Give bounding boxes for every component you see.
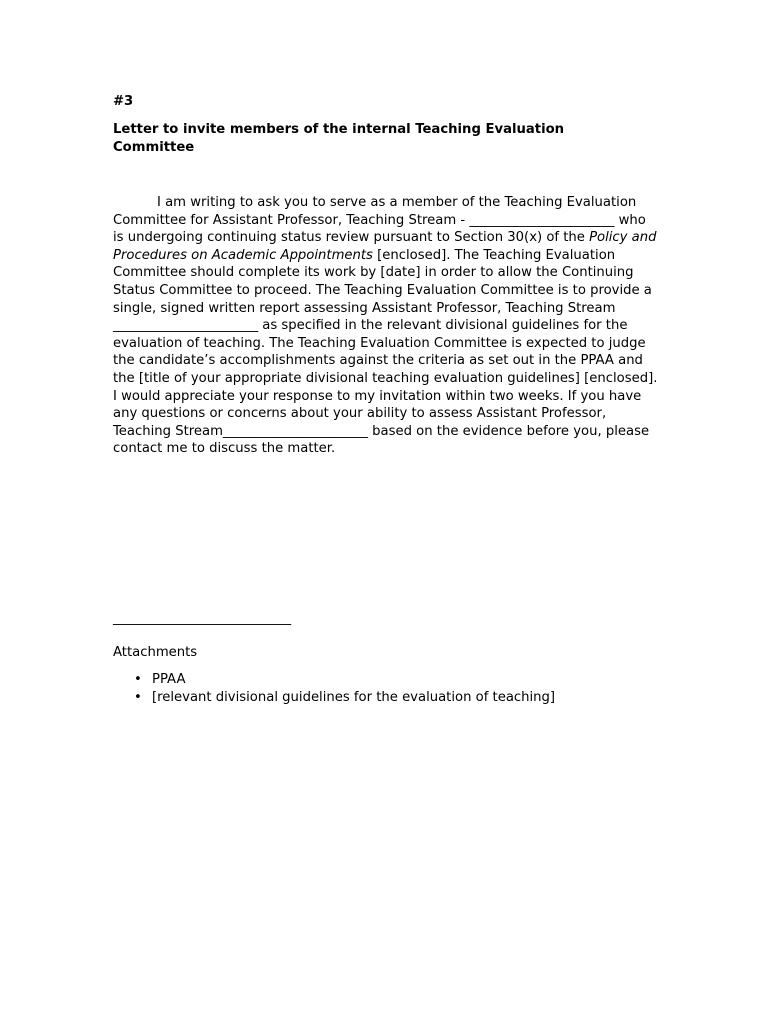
attachments-label: Attachments bbox=[113, 645, 198, 660]
attachment-item-label: PPAA bbox=[152, 672, 186, 687]
list-item bbox=[134, 689, 556, 707]
letter-body-part1: I am writing to ask you to serve as a member of the Teaching Evaluation Committee for Assistant Professor, Teaching Stream - ______________________ who is undergoing continuing status review pursuant to Section 30(x) of the bbox=[113, 195, 646, 246]
list-item bbox=[134, 671, 555, 689]
policy-title: Policy and Procedures on Academic Appointments bbox=[113, 230, 657, 263]
attachment-item-label: [relevant divisional guidelines for the evaluation of teaching] bbox=[152, 690, 556, 705]
bullet-icon: • bbox=[134, 672, 142, 687]
letter-body-part2: [enclosed]. The Teaching Evaluation Committee should complete its work by [date] in order to allow the Continuing Status Committee to proceed. The Teaching Evaluation Committee is to provide a single, signed written report assessing Assistant Professor, Teaching Stream ______________________ as specified in the relevant divisional guidelines for the evaluation of teaching. The Teaching Evaluation Committee is expected to judge the candidate’s accomplishments against the criteria as set out in the PPAA and the [title of your appropriate divisional teaching evaluation guidelines] [enclosed]. I would appreciate your response to my invitation within two weeks. If you have any questions or concerns about your ability to assess Assistant Professor, Teaching Stream______________________ based on the evidence before you, please contact me to discuss the matter. bbox=[113, 247, 658, 457]
letter-body bbox=[113, 194, 658, 458]
document-title: Letter to invite members of the internal Teaching Evaluation Committee bbox=[113, 122, 565, 155]
attachments-list bbox=[113, 671, 555, 707]
document-number: #3 bbox=[113, 94, 134, 109]
letter-page bbox=[113, 93, 658, 705]
bullet-icon: • bbox=[134, 690, 142, 705]
signature-line: ___________________________ bbox=[113, 611, 292, 626]
